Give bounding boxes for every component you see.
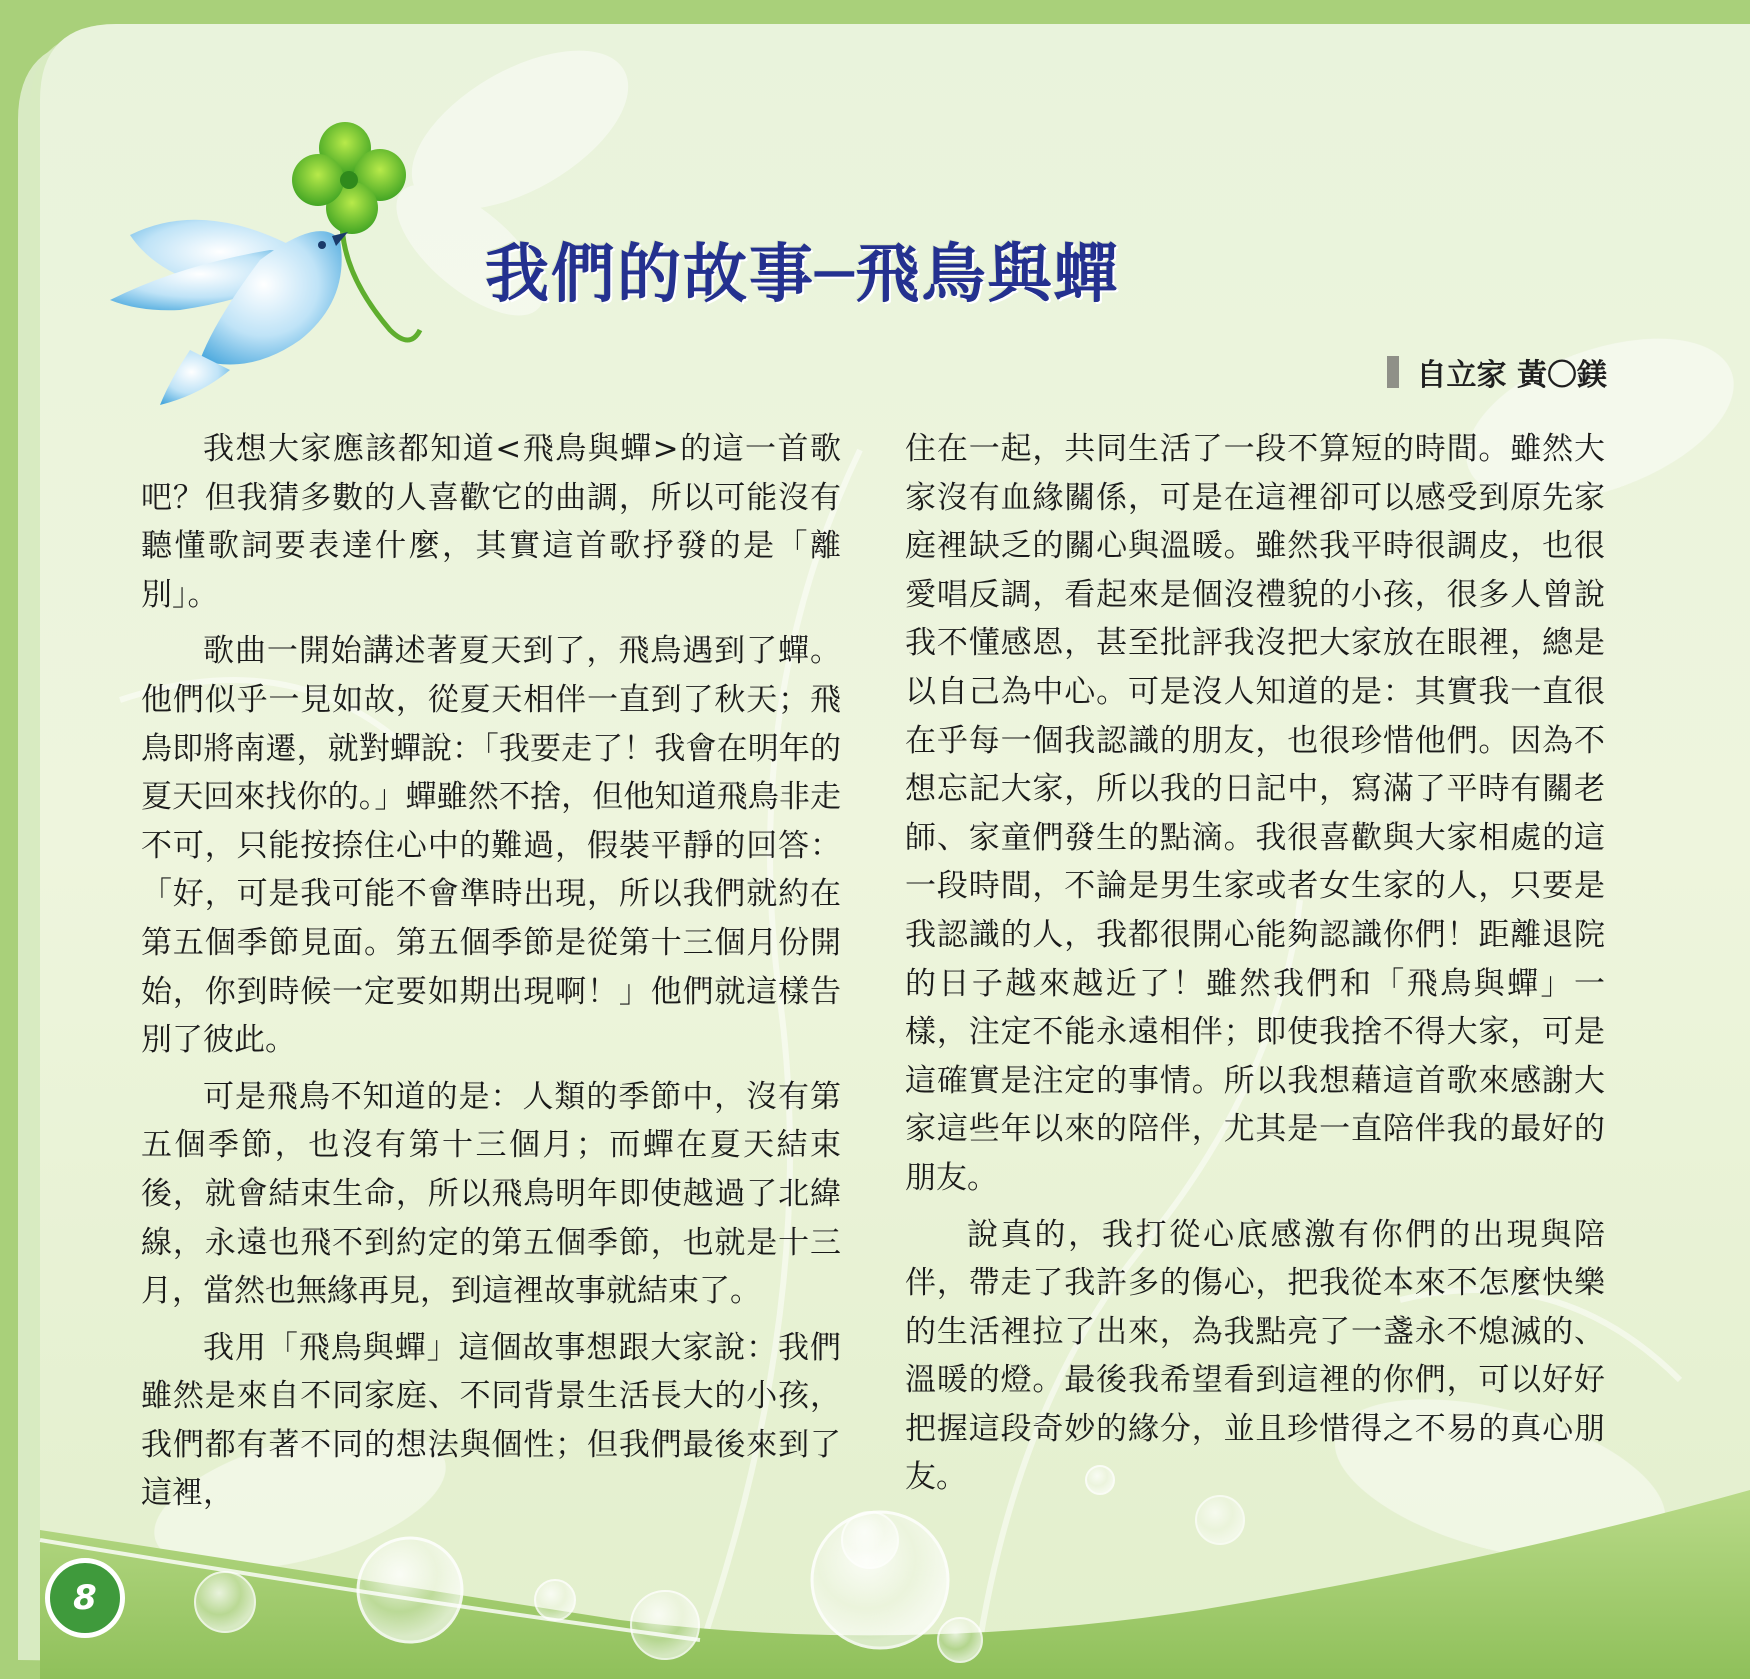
paragraph-continuation: 住在一起，共同生活了一段不算短的時間。雖然大家沒有血緣關係，可是在這裡卻可以感受到原先家庭裡缺乏的關心與溫暖。雖然我平時很調皮，也很愛唱反調，看起來是個沒禮貌的小孩，很多人曾說我不懂感恩，甚至批評我沒把大家放在眼裡，總是以自己為中心。可是沒人知道的是：其實我一直很在乎每一個我認識的朋友，也很珍惜他們。因為不想忘記大家，所以我的日記中，寫滿了平時有關老師、家童們發生的點滴。我很喜歡與大家相處的這一段時間，不論是男生家或者女生家的人，只要是我認識的人，我都很開心能夠認識你們！距離退院的日子越來越近了！雖然我們和「飛鳥與蟬」一樣，注定不能永遠相伴；即使我捨不得大家，可是這確實是注定的事情。所以我想藉這首歌來感謝大家這些年以來的陪伴，尤其是一直陪伴我的最好的朋友。	[905, 431, 1605, 1196]
article-title: 我們的故事─飛鳥與蟬	[485, 238, 1120, 312]
left-column	[141, 425, 841, 1526]
paragraph: 我用「飛鳥與蟬」這個故事想跟大家說：我們雖然是來自不同家庭、不同背景生活長大的小孩，我們都有著不同的想法與個性；但我們最後來到了這裡，	[141, 1329, 841, 1512]
byline-bar	[1387, 356, 1399, 388]
page-number-badge: 8	[45, 1558, 125, 1638]
paragraph: 說真的，我打從心底感激有你們的出現與陪伴，帶走了我許多的傷心，把我從本來不怎麼快樂的生活裡拉了出來，為我點亮了一盞永不熄滅的、溫暖的燈。最後我希望看到這裡的你們，可以好好把握這段奇妙的緣分，並且珍惜得之不易的真心朋友。	[905, 1216, 1605, 1496]
author-name: 自立家 黃〇鎂	[1416, 358, 1607, 393]
paragraph: 我想大家應該都知道<飛鳥與蟬>的這一首歌吧？但我猜多數的人喜歡它的曲調，所以可能沒有聽懂歌詞要表達什麼，其實這首歌抒發的是「離別」。	[141, 431, 841, 613]
paragraph: 可是飛鳥不知道的是：人類的季節中，沒有第五個季節，也沒有第十三個月；而蟬在夏天結束後，就會結束生命，所以飛鳥明年即使越過了北緯線，永遠也飛不到約定的第五個季節，也就是十三月，當然也無緣再見，到這裡故事就結束了。	[141, 1078, 841, 1310]
paragraph: 歌曲一開始講述著夏天到了，飛鳥遇到了蟬。他們似乎一見如故，從夏天相伴一直到了秋天；飛鳥即將南遷，就對蟬說：「我要走了！我會在明年的夏天回來找你的。」蟬雖然不捨，但他知道飛鳥非走不可，只能按捺住心中的難過，假裝平靜的回答：「好，可是我可能不會準時出現，所以我們就約在第五個季節見面。第五個季節是從第十三個月份開始，你到時候一定要如期出現啊！」他們就這樣告別了彼此。	[141, 633, 841, 1059]
right-column	[905, 425, 1605, 1510]
author-byline	[1387, 352, 1607, 392]
